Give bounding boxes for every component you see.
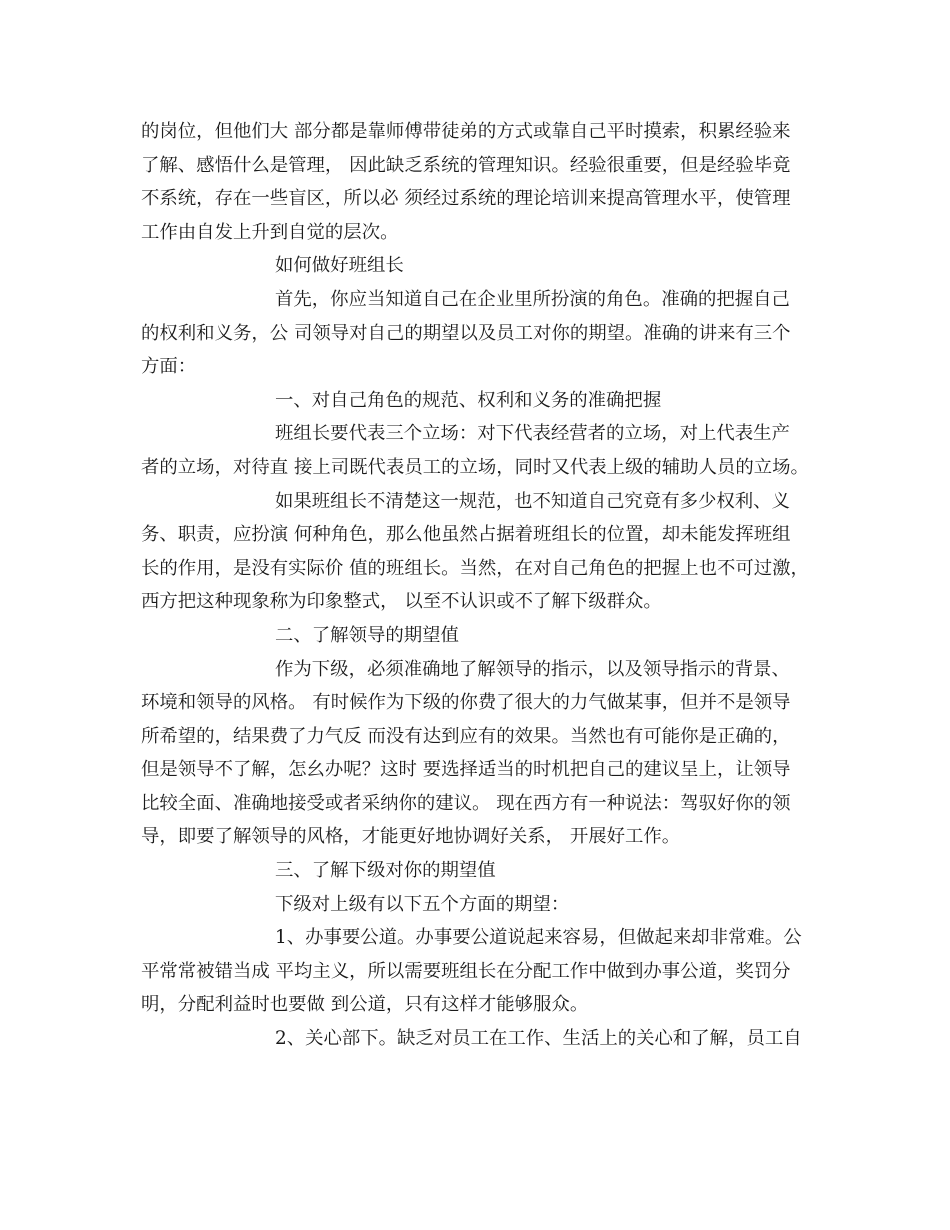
text-line: 的岗位，但他们大 部分都是靠师傅带徒弟的方式或靠自己平时摸索，积累经验来 bbox=[141, 121, 791, 142]
text-line: 如果班组长不清楚这一规范，也不知道自己究竟有多少权利、义 bbox=[275, 490, 790, 512]
text-line: 方面： bbox=[141, 356, 197, 378]
text-line: 西方把这种现象称为印象整式， 以至不认识或不了解下级群众。 bbox=[141, 591, 662, 613]
text-line: 但是领导不了解，怎幺办呢？这时 要选择适当的时机把自己的建议呈上，让领导 bbox=[141, 759, 791, 781]
text-line: 的权利和义务，公 司领导对自己的期望以及员工对你的期望。准确的讲来有三个 bbox=[141, 322, 791, 344]
text-line: 所希望的，结果费了力气反 而没有达到应有的效果。当然也有可能你是正确的， bbox=[141, 725, 791, 747]
text-line: 如何做好班组长 bbox=[275, 255, 404, 277]
text-line: 1、办事要公道。办事要公道说起来容易，但做起来却非常难。公 bbox=[275, 927, 802, 949]
text-line: 明，分配利益时也要做 到公道，只有这样才能够服众。 bbox=[141, 994, 589, 1016]
text-line: 长的作用，是没有实际价 值的班组长。当然，在对自己角色的把握上也不可过激， bbox=[141, 557, 809, 579]
text-line: 工作由自发上升到自觉的层次。 bbox=[141, 221, 399, 243]
document-body bbox=[141, 115, 811, 1056]
text-line: 三、了解下级对你的期望值 bbox=[275, 860, 496, 882]
text-line: 环境和领导的风格。 有时候作为下级的你费了很大的力气做某事，但并不是领导 bbox=[141, 692, 791, 714]
text-line: 班组长要代表三个立场：对下代表经营者的立场，对上代表生产 bbox=[275, 423, 790, 445]
text-line: 一、对自己角色的规范、权利和义务的准确把握 bbox=[275, 389, 662, 411]
text-line: 二、了解领导的期望值 bbox=[275, 624, 459, 646]
text-line: 平常常被错当成 平均主义，所以需要班组长在分配工作中做到办事公道，奖罚分 bbox=[141, 960, 791, 982]
text-line: 比较全面、准确地接受或者采纳你的建议。 现在西方有一种说法：驾驭好你的领 bbox=[141, 792, 791, 814]
text-line: 2、关心部下。缺乏对员工在工作、生活上的关心和了解，员工自 bbox=[275, 1028, 802, 1050]
text-line: 作为下级，必须准确地了解领导的指示，以及领导指示的背景、 bbox=[275, 658, 790, 680]
text-line: 导，即要了解领导的风格，才能更好地协调好关系， 开展好工作。 bbox=[141, 826, 681, 848]
text-line: 了解、感悟什么是管理， 因此缺乏系统的管理知识。经验很重要，但是经验毕竟 bbox=[141, 154, 791, 176]
text-line: 下级对上级有以下五个方面的期望： bbox=[275, 893, 570, 915]
text-line: 者的立场，对待直 接上司既代表员工的立场，同时又代表上级的辅助人员的立场。 bbox=[141, 456, 809, 478]
text-line: 务、职责，应扮演 何种角色，那么他虽然占据着班组长的位置，却未能发挥班组 bbox=[141, 524, 791, 546]
text-line: 不系统，存在一些盲区，所以必 须经过系统的理论培训来提高管理水平，使管理 bbox=[141, 188, 791, 210]
text-line: 首先，你应当知道自己在企业里所扮演的角色。准确的把握自己 bbox=[275, 288, 790, 310]
